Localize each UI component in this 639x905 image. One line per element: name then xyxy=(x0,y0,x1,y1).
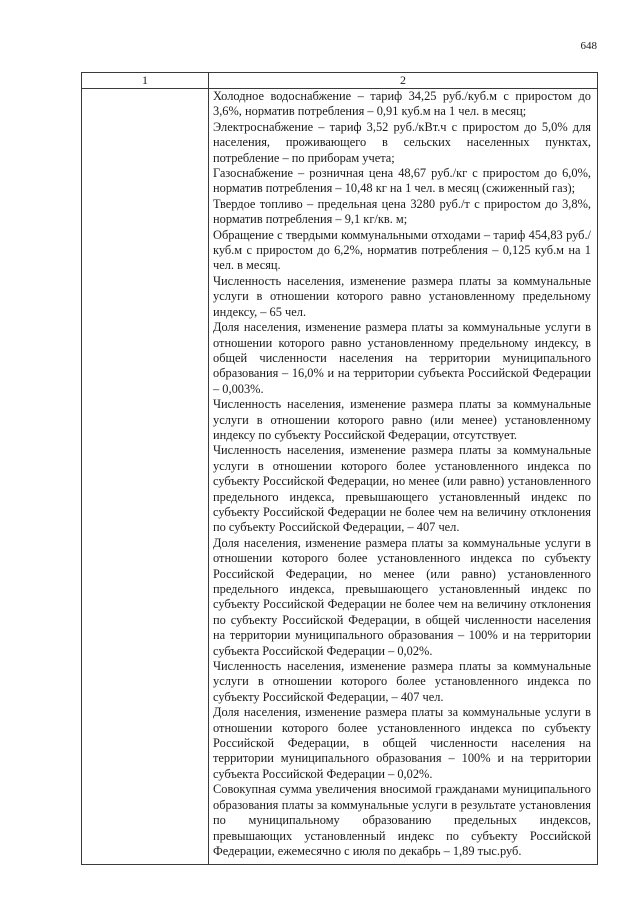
paragraph-cold-water: Холодное водоснабжение – тариф 34,25 руб./куб.м с приростом до 3,6%, норматив потребления – 0,91 куб.м на 1 чел. в месяц; xyxy=(213,89,591,119)
paragraph-population-within-deviation: Численность населения, изменение размера платы за коммунальные услуги в отношении которого более установленного индекса по субъекту Российской Федерации, но менее (или равно) установленного предельного индекса, превышающего установленный индекс по субъекту Российской Федерации не более чем на величину отклонения по субъекту Российской Федерации, – 407 чел. xyxy=(213,443,591,535)
paragraph-population-equal-limit: Численность населения, изменение размера платы за коммунальные услуги в отношении которого равно установленному предельному индексу, – 65 чел. xyxy=(213,273,591,319)
paragraph-share-equal-limit: Доля населения, изменение размера платы за коммунальные услуги в отношении которого равно установленному предельному индексу, в общей численности населения на территории муниципального образования – 16,0% и на территории субъекта Российской Федерации – 0,003%. xyxy=(213,320,591,396)
paragraph-solid-fuel: Твердое топливо – предельная цена 3280 руб./т с приростом до 3,8%, норматив потребления – 9,1 кг/кв. м; xyxy=(213,196,591,227)
header-column-1: 1 xyxy=(142,73,148,87)
table-header-row xyxy=(82,73,597,89)
content-cell xyxy=(213,89,591,859)
column-divider xyxy=(208,73,209,864)
header-column-2: 2 xyxy=(400,73,406,87)
paragraph-population-below-index: Численность населения, изменение размера платы за коммунальные услуги в отношении которого равно (или менее) установленному индексу по субъекту Российской Федерации, отсутствует. xyxy=(213,397,591,442)
document-table xyxy=(81,72,598,865)
paragraph-share-above-index: Доля населения, изменение размера платы за коммунальные услуги в отношении которого более установленного индекса по субъекту Российской Федерации, в общей численности населения на территории муниципального образования – 100% и на территории субъекта Российской Федерации – 0,02%. xyxy=(213,705,591,781)
paragraph-total-increase: Совокупная сумма увеличения вносимой гражданами муниципального образования платы за коммунальные услуги в результате установления по муниципальному образованию предельных индексов, превышающих установленный индекс по субъекту Российской Федерации, ежемесячно с июля по декабрь – 1,89 тыс.руб. xyxy=(213,782,591,858)
paragraph-waste: Обращение с твердыми коммунальными отходами – тариф 454,83 руб./куб.м с приростом до 6,2%, норматив потребления – 0,125 куб.м на 1 чел. в месяц. xyxy=(213,227,591,273)
paragraph-share-within-deviation: Доля населения, изменение размера платы за коммунальные услуги в отношении которого более установленного индекса по субъекту Российской Федерации, но менее (или равно) установленного предельного индекса, превышающего установленный индекс по субъекту Российской Федерации не более чем на величину отклонения по субъекту Российской Федерации, в общей численности населения на территории муниципального образования – 100% и на территории субъекта Российской Федерации – 0,02%. xyxy=(213,535,591,658)
paragraph-gas: Газоснабжение – розничная цена 48,67 руб./кг с приростом до 6,0%, норматив потребления – 10,48 кг на 1 чел. в месяц (сжиженный газ); xyxy=(213,166,591,196)
paragraph-electricity: Электроснабжение – тариф 3,52 руб./кВт.ч с приростом до 5,0% для населения, проживающего в сельских населенных пунктах, потребление – по приборам учета; xyxy=(213,119,591,165)
paragraph-population-above-index: Численность населения, изменение размера платы за коммунальные услуги в отношении которого более установленного индекса по субъекту Российской Федерации, – 407 чел. xyxy=(213,659,591,704)
page-number: 648 xyxy=(580,40,597,52)
